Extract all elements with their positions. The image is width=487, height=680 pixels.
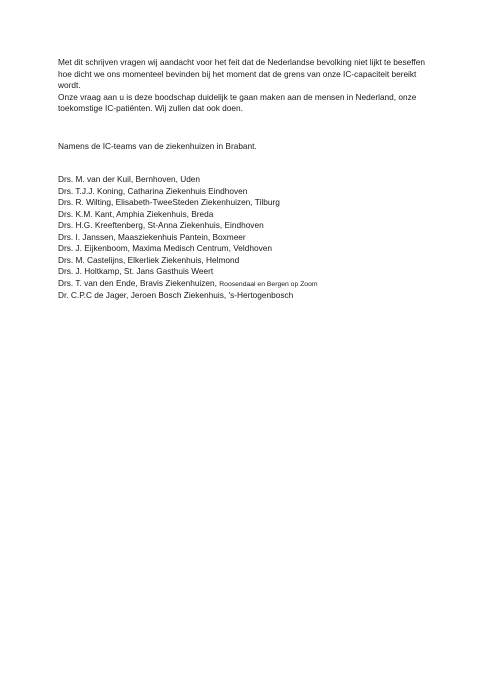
signatory-line: [58, 209, 438, 221]
signatory-text: Drs. H.G. Kreeftenberg, St-Anna Ziekenhuis, Eindhoven: [58, 220, 264, 231]
signatory-line: [58, 197, 438, 209]
signatory-text: Drs. M. van der Kuil, Bernhoven, Uden: [58, 174, 201, 184]
signatory-line: [58, 243, 438, 255]
letter-paragraph-1: Met dit schrijven vragen wij aandacht voor het feit dat de Nederlandse bevolking niet lijkt te beseffen hoe dicht we ons momenteel bevinden bij het moment dat de grens van onze IC-capaciteit bereikt wordt.: [58, 57, 425, 91]
signatory-text: Dr. C.P.C de Jager, Jeroen Bosch Ziekenhuis, 's-Hertogenbosch: [58, 290, 294, 301]
signatory-text: Drs. K.M. Kant, Amphia Ziekenhuis, Breda: [58, 208, 214, 219]
signatory-line: [58, 255, 438, 267]
signatory-text: Drs. T.J.J. Koning, Catharina Ziekenhuis Eindhoven: [58, 185, 248, 196]
signatory-text: Drs. M. Castelijns, Elkerliek Ziekenhuis, Helmond: [58, 254, 240, 265]
letter-closing: Namens de IC-teams van de ziekenhuizen in Brabant.: [58, 141, 257, 151]
signatory-line: [58, 186, 438, 198]
signatory-line: [58, 232, 438, 244]
signatory-list: [58, 174, 438, 302]
signatory-text: Drs. J. Eijkenboom, Maxima Medisch Centrum, Veldhoven: [58, 243, 272, 254]
signatory-location-small: Roosendaal en Bergen op Zoom: [219, 280, 318, 288]
signatory-text: Drs. T. van den Ende, Bravis Ziekenhuizen,: [58, 277, 220, 288]
signatory-line: [58, 220, 438, 232]
signatory-text: Drs. I. Janssen, Maasziekenhuis Pantein, Boxmeer: [58, 231, 246, 242]
signatory-line: [58, 174, 438, 186]
signatory-text: Drs. J. Holtkamp, St. Jans Gasthuis Weert: [58, 266, 214, 277]
signatory-line: [58, 290, 438, 302]
letter-body: [58, 57, 438, 115]
letter-paragraph-2: Onze vraag aan u is deze boodschap duidelijk te gaan maken aan de mensen in Nederland, onze toekomstige IC-patiënten. Wij zullen dat ook doen.: [58, 91, 417, 114]
signatory-text: Drs. R. Wilting, Elisabeth-TweeSteden Ziekenhuizen, Tilburg: [58, 197, 280, 208]
signatory-line: [58, 278, 438, 291]
signatory-line: [58, 266, 438, 278]
